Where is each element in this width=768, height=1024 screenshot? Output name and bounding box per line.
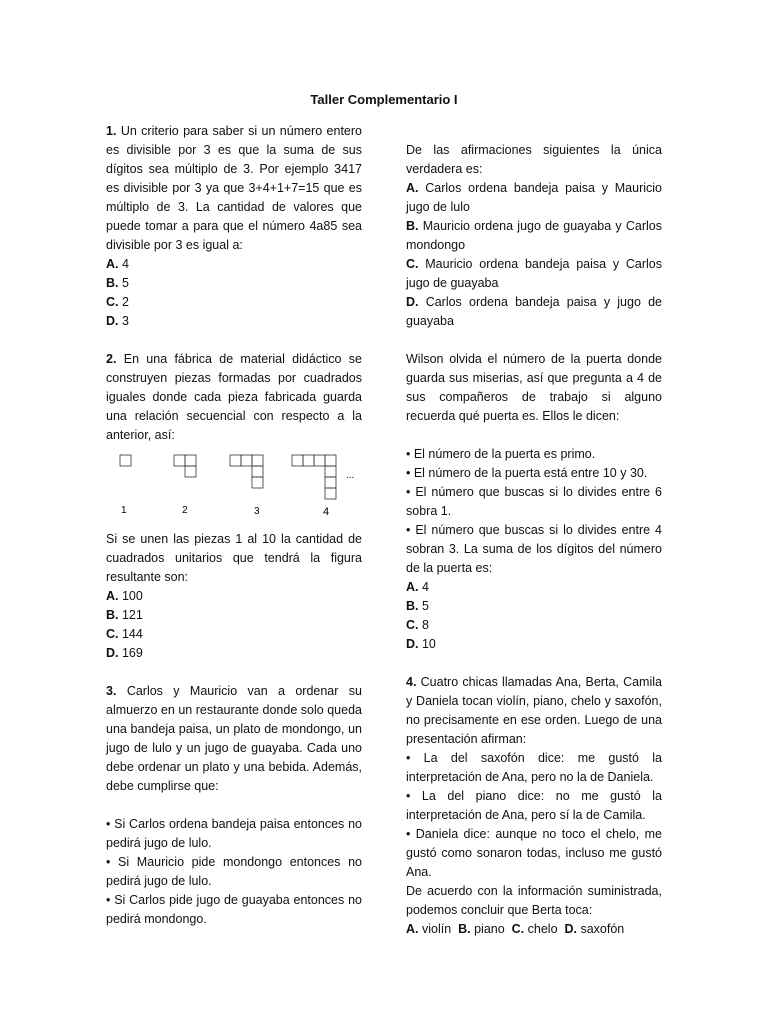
figure-label-3: 3 xyxy=(254,506,260,517)
question-2-question: Si se unen las piezas 1 al 10 la cantidad de cuadrados unitarios que tendrá la figura resultante son: xyxy=(106,532,362,584)
pieces-figure xyxy=(106,445,362,530)
piece-1-square xyxy=(120,455,131,466)
page-title: Taller Complementario I xyxy=(310,92,458,107)
q4-option-d: D. saxofón xyxy=(564,922,625,936)
wilson-option-c: C. 8 xyxy=(406,618,429,632)
q4-option-b: B. piano xyxy=(458,922,505,936)
figure-label-2: 2 xyxy=(182,505,188,516)
question-4-question: De acuerdo con la información suministrada, podemos concluir que Berta toca: xyxy=(406,884,662,917)
question-3-body: Carlos y Mauricio van a ordenar su almuerzo en un restaurante donde solo queda una bandeja paisa, un plato de mondongo, un jugo de lulo y un jugo de guayaba. Cada uno debe ordenar un plato y una bebida. Además, debe cumplirse que: xyxy=(106,684,362,793)
question-1-body: Un criterio para saber si un número entero es divisible por 3 es que la suma de sus dígitos sea múltiplo de 3. Por ejemplo 3417 es divisible por 3 ya que 3+4+1+7=15 que es múltiplo de 3. La cantidad de valores que puede tomar a para que el número 4a85 sea divisible por 3 es igual a: xyxy=(106,124,362,252)
wilson-option-a: A. 4 xyxy=(406,580,429,594)
q4-option-c: C. chelo xyxy=(511,922,558,936)
figure-label-1: 1 xyxy=(121,505,127,516)
right-column xyxy=(406,141,662,939)
wilson-bullet-1: • El número de la puerta es primo. xyxy=(406,447,596,461)
wilson-option-b: B. 5 xyxy=(406,599,429,613)
q1-option-d: D. 3 xyxy=(106,314,129,328)
q1-option-c: C. 2 xyxy=(106,295,129,309)
q2-option-c: C. 144 xyxy=(106,627,143,641)
left-column xyxy=(106,122,362,929)
q3-bullet-3: • Si Carlos pide jugo de guayaba entonces no pedirá mondongo. xyxy=(106,893,362,926)
q1-option-a: A. 4 xyxy=(106,257,129,271)
q1-option-b: B. 5 xyxy=(106,276,129,290)
question-2-text xyxy=(106,350,362,445)
question-2-number: 2. xyxy=(106,352,117,366)
question-1-text xyxy=(106,122,362,255)
figure-ellipsis: ... xyxy=(346,470,355,481)
question-2-body: En una fábrica de material didáctico se construyen piezas formadas por cuadrados iguales donde cada pieza fabricada guarda una relación secuencial con respecto a la anterior, así: xyxy=(106,352,362,442)
question-3-number: 3. xyxy=(106,684,117,698)
question-3-text xyxy=(106,682,362,796)
question-1-number: 1. xyxy=(106,124,117,138)
question-3-question: De las afirmaciones siguientes la única verdadera es: xyxy=(406,143,662,176)
wilson-option-d: D. 10 xyxy=(406,637,436,651)
q4-options xyxy=(406,920,662,939)
q3-bullet-1: • Si Carlos ordena bandeja paisa entonces no pedirá jugo de lulo. xyxy=(106,817,362,850)
wilson-bullet-3: • El número que buscas si lo divides entre 6 sobra 1. xyxy=(406,485,662,518)
pieces-diagram xyxy=(106,445,362,530)
q2-option-d: D. 169 xyxy=(106,646,143,660)
figure-label-4: 4 xyxy=(323,506,330,518)
q3-option-d: D. Carlos ordena bandeja paisa y jugo de guayaba xyxy=(406,295,662,328)
wilson-bullet-4: • El número que buscas si lo divides entre 4 sobran 3. La suma de los dígitos del número de la puerta es: xyxy=(406,523,662,575)
q3-bullet-2: • Si Mauricio pide mondongo entonces no pedirá jugo de lulo. xyxy=(106,855,362,888)
q4-option-a: A. violín xyxy=(406,922,452,936)
wilson-bullet-2: • El número de la puerta está entre 10 y 30. xyxy=(406,466,648,480)
question-4-text xyxy=(406,673,662,749)
q3-option-c: C. Mauricio ordena bandeja paisa y Carlos jugo de guayaba xyxy=(406,257,662,290)
q4-bullet-1: • La del saxofón dice: me gustó la interpretación de Ana, pero no la de Daniela. xyxy=(406,751,662,784)
q2-option-b: B. 121 xyxy=(106,608,143,622)
question-4-body: Cuatro chicas llamadas Ana, Berta, Camila y Daniela tocan violín, piano, chelo y saxofón, no precisamente en ese orden. Luego de una presentación afirman: xyxy=(406,675,662,746)
q3-option-b: B. Mauricio ordena jugo de guayaba y Carlos mondongo xyxy=(406,219,662,252)
wilson-text: Wilson olvida el número de la puerta donde guarda sus miserias, así que pregunta a 4 de sus compañeros de trabajo si alguno recuerda qué puerta es. Ellos le dicen: xyxy=(406,352,662,423)
question-4-number: 4. xyxy=(406,675,417,689)
q4-bullet-2: • La del piano dice: no me gustó la interpretación de Ana, pero sí la de Camila. xyxy=(406,789,662,822)
q3-option-a: A. Carlos ordena bandeja paisa y Mauricio jugo de lulo xyxy=(406,181,662,214)
q2-option-a: A. 100 xyxy=(106,589,143,603)
q4-bullet-3: • Daniela dice: aunque no toco el chelo, me gustó como sonaron todas, incluso me gustó Ana. xyxy=(406,827,662,879)
